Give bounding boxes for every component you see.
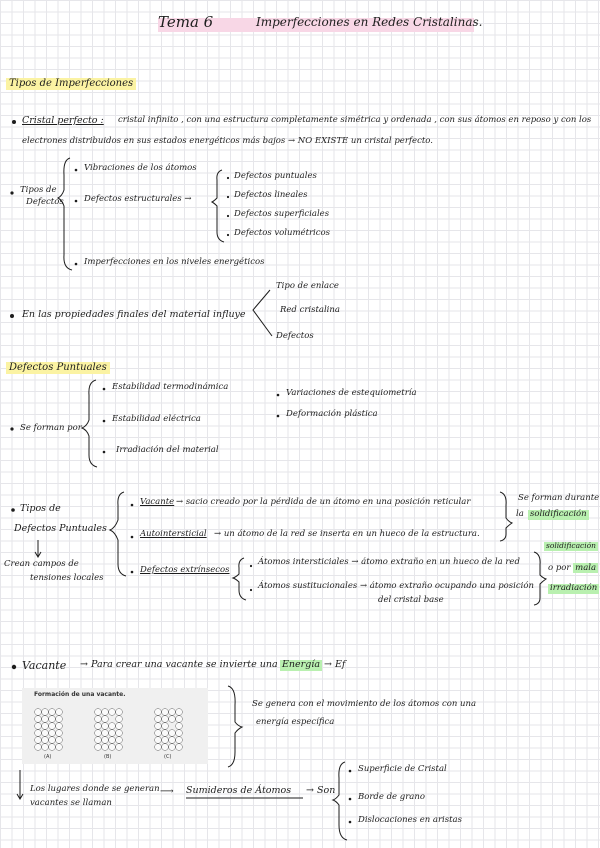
- crean-campos-1: Crean campos de: [4, 559, 79, 569]
- bracket-influye: [253, 290, 272, 336]
- vacante-energia-text: → Para crear una vacante se invierte una: [80, 659, 278, 670]
- tipos-puntuales-2: Defectos Puntuales: [14, 523, 107, 534]
- son-text: → Son: [306, 785, 336, 796]
- sumidero-borde-grano: Borde de grano: [358, 792, 425, 802]
- defectos-volumetricos-item: Defectos volumétricos: [234, 228, 331, 238]
- tema-number: Tema 6: [158, 13, 214, 31]
- tipos-puntuales-1: Tipos de: [20, 503, 61, 514]
- se-forman-durante: Se forman durante: [518, 493, 600, 503]
- influye-defectos: Defectos: [276, 331, 314, 341]
- brace-extrinsecos: [233, 558, 246, 600]
- solidificacion-2: solidificación: [546, 541, 596, 550]
- vacante-heading: Vacante: [22, 659, 67, 672]
- lugares-1: Los lugares donde se generan: [30, 784, 160, 794]
- vacante-desc: → sacio creado por la pérdida de un átomo en una posición reticular: [176, 497, 471, 507]
- defectos-puntuales-item: Defectos puntuales: [234, 171, 317, 181]
- brace-tipos-puntuales: [110, 492, 126, 576]
- causa-deformacion-plastica: Deformación plástica: [286, 409, 378, 419]
- arrow-to-sumideros: ⟶: [160, 786, 174, 797]
- autointersticial-desc: → un átomo de la red se inserta en un hueco de la estructura.: [214, 529, 480, 539]
- vacante-name: Vacante: [140, 497, 175, 507]
- sustitucionales-desc: Átomos sustitucionales → átomo extraño ocupando una posición: [258, 581, 534, 591]
- figure-label-c: (C): [164, 754, 172, 760]
- causa-estequiometria: Variaciones de estequiometría: [286, 388, 417, 398]
- se-genera-2: energía específica: [256, 717, 335, 727]
- figure-caption: Formación de una vacante.: [34, 691, 126, 698]
- propiedades-influye: En las propiedades finales del material influye: [22, 309, 246, 320]
- sumideros-atomos: Sumideros de Átomos: [186, 785, 292, 796]
- cristal-perfecto-def-2: electrones distribuidos en sus estados energéticos más bajos → NO EXISTE un cristal perfecto.: [22, 136, 433, 146]
- imperfecciones-niveles: Imperfecciones en los niveles energéticos: [84, 257, 265, 267]
- se-forman-por: Se forman por: [20, 423, 82, 433]
- figure-label-b: (B): [104, 754, 112, 760]
- brace-estructurales: [212, 170, 224, 242]
- extrinsecos-name: Defectos extrínsecos: [140, 565, 230, 575]
- atom-lattice-diagrams: [22, 688, 208, 764]
- se-genera-1: Se genera con el movimiento de los átomos con una: [252, 699, 477, 709]
- cristal-perfecto-label: Cristal perfecto :: [22, 115, 104, 126]
- o-por-mala: [548, 564, 598, 574]
- defectos-superficiales-item: Defectos superficiales: [234, 209, 330, 219]
- sustitucionales-desc-2: del cristal base: [378, 595, 444, 605]
- ef-text: → Ef: [324, 659, 346, 670]
- tipos-defectos-label-2: Defectos: [26, 197, 64, 207]
- crean-campos-2: tensiones locales: [30, 573, 104, 583]
- page-title: Imperfecciones en Redes Cristalinas.: [256, 15, 483, 29]
- causa-estabilidad-termodinamica: Estabilidad termodinámica: [112, 382, 229, 392]
- brace-se-forman: [82, 380, 97, 467]
- heading-tipos-imperfecciones: Tipos de Imperfecciones: [6, 78, 136, 90]
- defectos-estructurales: Defectos estructurales →: [84, 194, 192, 204]
- causa-estabilidad-electrica: Estabilidad eléctrica: [112, 414, 201, 424]
- energia-highlight: Energía: [282, 659, 320, 670]
- sumidero-dislocaciones: Dislocaciones en aristas: [358, 815, 462, 825]
- arrow-down: [35, 540, 41, 557]
- heading-defectos-puntuales: Defectos Puntuales: [6, 362, 110, 374]
- causa-irradiacion: Irradiación del material: [116, 445, 219, 455]
- bracket-right-2: [534, 552, 546, 605]
- cristal-perfecto-def-1: cristal infinito , con una estructura completamente simétrica y ordenada , con sus átomos en reposo y con los: [118, 115, 592, 125]
- brace-tipos-defectos: [58, 158, 72, 270]
- figure-label-a: (A): [44, 754, 52, 760]
- influye-red-cristalina: Red cristalina: [280, 305, 340, 315]
- vacancy-figure: [22, 688, 208, 764]
- brace-son: [333, 762, 347, 840]
- tipos-defectos-label-1: Tipos de: [20, 185, 57, 195]
- arrow-lugares: [17, 770, 23, 799]
- autointersticial-name: Autointersticial: [140, 529, 207, 539]
- o-por-text: o por: [548, 563, 571, 573]
- solidificacion-1: solidificación: [530, 509, 587, 519]
- sumidero-superficie: Superficie de Cristal: [358, 764, 447, 774]
- intersticiales-desc: Átomos intersticiales → átomo extraño en un hueco de la red: [258, 557, 520, 567]
- mala-text: mala: [575, 563, 597, 573]
- brace-figure: [228, 686, 242, 767]
- bracket-right-1: [500, 492, 512, 541]
- lugares-2: vacantes se llaman: [30, 798, 112, 808]
- influye-tipo-enlace: Tipo de enlace: [276, 281, 339, 291]
- defectos-lineales-item: Defectos lineales: [234, 190, 308, 200]
- la-text: la: [516, 509, 524, 519]
- irradiacion-highlight: irradiación: [550, 583, 598, 593]
- vibraciones-atomos: Vibraciones de los átomos: [84, 163, 197, 173]
